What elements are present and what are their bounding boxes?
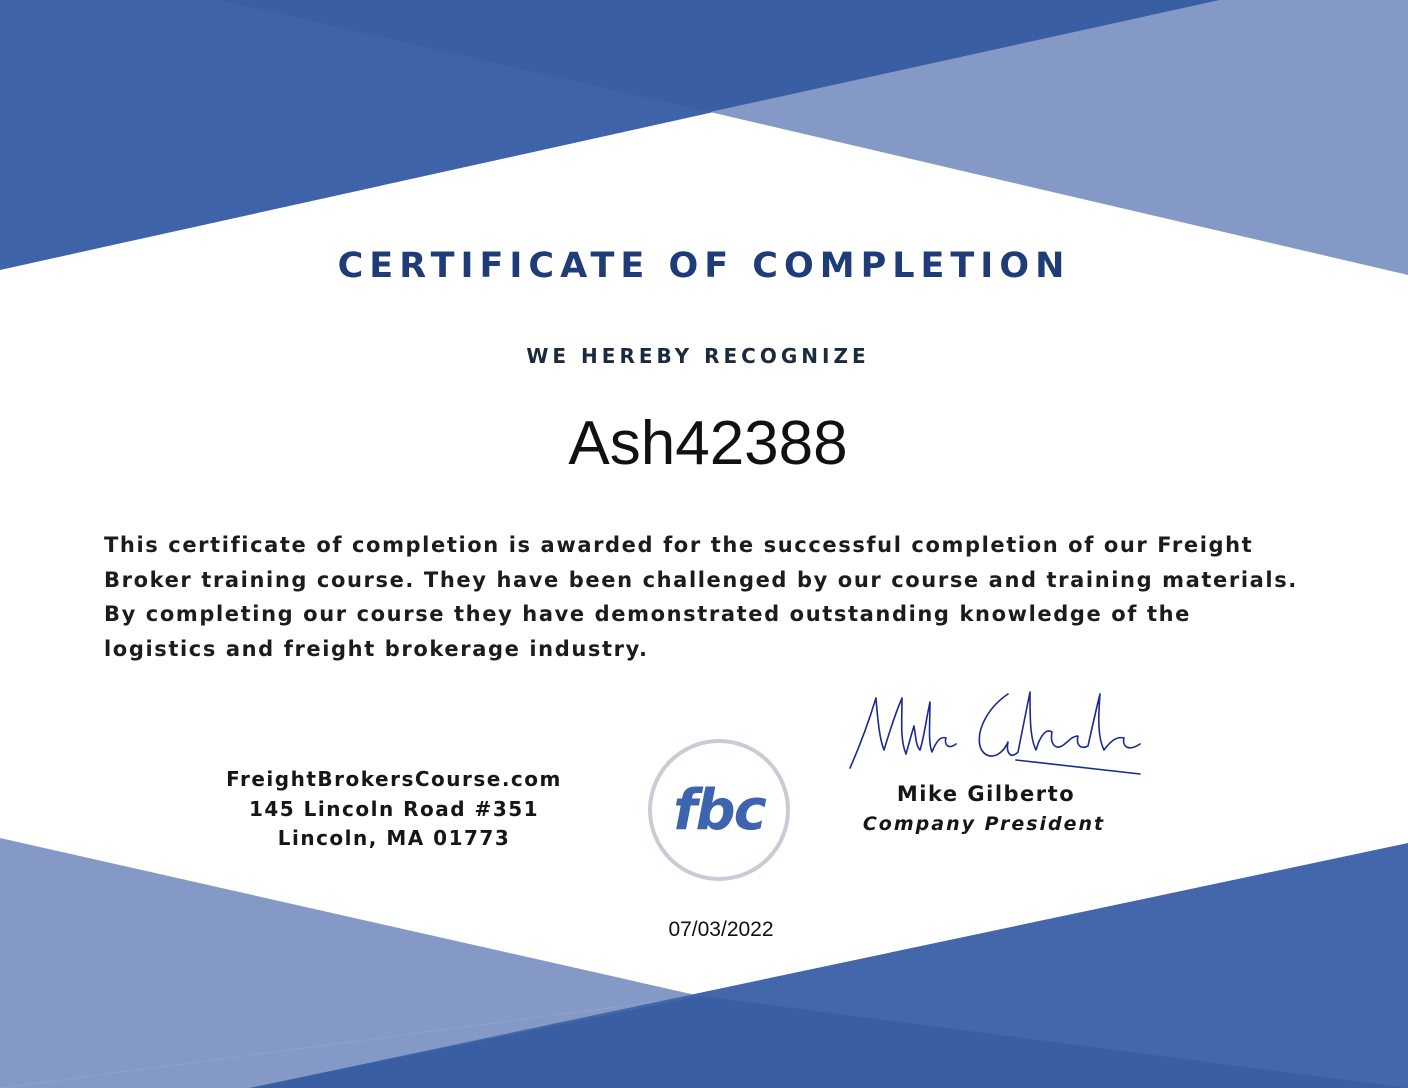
fbc-logo-icon <box>648 739 790 881</box>
issuer-website: FreightBrokersCourse.com <box>226 767 562 791</box>
issuer-city: Lincoln, MA 01773 <box>277 826 511 850</box>
issuer-street: 145 Lincoln Road #351 <box>248 796 540 821</box>
certificate-date: 07/03/2022 <box>668 918 774 941</box>
recipient-name: Ash42388 <box>568 409 848 478</box>
issuer-address <box>184 765 604 854</box>
handwritten-signature <box>840 680 1150 780</box>
certificate-subtitle: WE HEREBY RECOGNIZE <box>526 344 870 368</box>
signatory-title: Company President <box>862 813 1106 835</box>
certificate-body: This certificate of completion is awarded for the successful completion of our Freight Broker training course. They have been challenged by our course and training materials. By completing our course they have demonstrated outstanding knowledge of the logistics and freight brokerage industry. <box>104 533 1298 661</box>
signatory-name: Mike Gilberto <box>896 782 1076 806</box>
certificate-title: CERTIFICATE OF COMPLETION <box>337 246 1071 286</box>
logo-text: fbc <box>673 778 765 843</box>
